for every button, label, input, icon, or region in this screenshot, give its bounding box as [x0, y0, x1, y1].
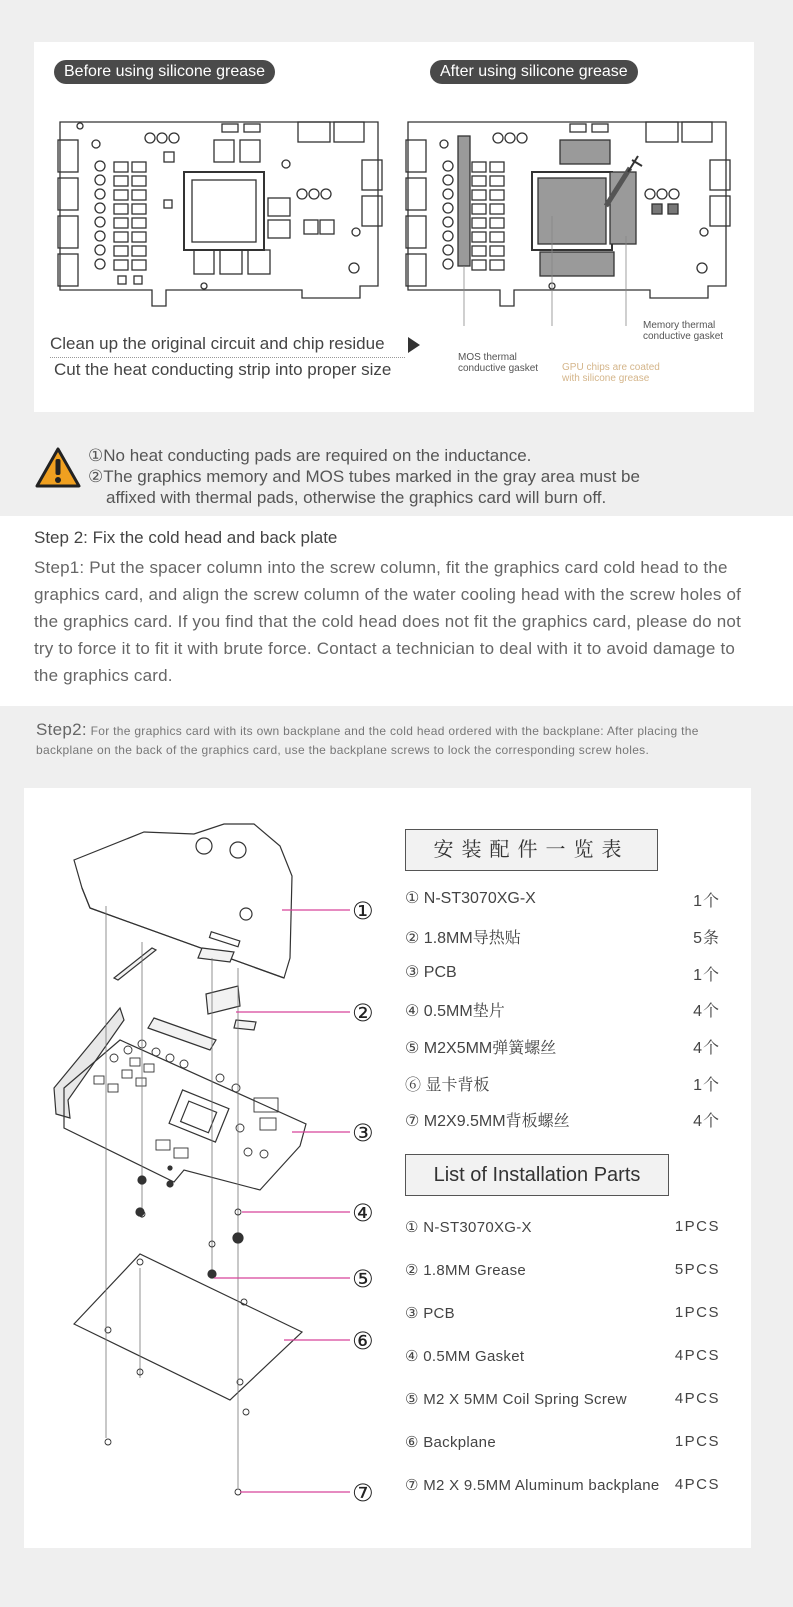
play-arrow-icon — [408, 337, 420, 353]
step1-text: Step1: Put the spacer column into the screw column, fit the graphics card cold head to the graphics card, and align the screw column of the water cooling head with the screw holes of the graphics card. If you find that the cold head does not fit the graphics card, please do not try to force it to fit it with brute force. Contact a technician to deal with it to avoid damage to the graphics card. — [34, 558, 742, 685]
step-title: Step 2: Fix the cold head and back plate — [34, 528, 338, 547]
callout-3: ③ — [352, 1119, 374, 1147]
cn-part-row — [405, 998, 720, 1022]
en-part-row — [405, 1347, 720, 1371]
en-part-name: ② 1.8MM Grease — [405, 1262, 527, 1279]
cn-part-row — [405, 962, 720, 986]
en-part-row — [405, 1433, 720, 1457]
memory-callout — [643, 320, 723, 342]
en-part-name: ⑥ Backplane — [405, 1434, 496, 1451]
en-part-name: ⑦ M2 X 9.5MM Aluminum backplane — [405, 1477, 660, 1494]
dotted-divider — [50, 357, 405, 358]
cut-instruction: Cut the heat conducting strip into proper size — [54, 360, 392, 379]
warning-line-3: affixed with thermal pads, otherwise the graphics card will burn off. — [106, 488, 607, 507]
cn-part-qty: 4个 — [693, 1003, 720, 1020]
exploded-assembly-diagram — [24, 788, 394, 1548]
cn-part-row — [405, 1035, 720, 1059]
cn-part-qty: 5条 — [693, 930, 720, 947]
callout-7: ⑦ — [352, 1479, 374, 1507]
step2-label: Step2: — [36, 720, 87, 739]
step2-text — [36, 720, 736, 760]
gpu-callout — [562, 362, 660, 384]
warning-notice — [0, 430, 793, 516]
cn-part-row — [405, 925, 720, 949]
gpu-callout-line1: GPU chips are coated — [562, 362, 660, 373]
cn-part-name: ③ PCB — [405, 964, 457, 981]
en-part-qty: 4PCS — [674, 1476, 720, 1493]
cn-part-qty: 4个 — [693, 1040, 720, 1057]
step-section — [0, 516, 793, 706]
cn-part-row — [405, 1108, 720, 1132]
en-part-name: ① N-ST3070XG-X — [405, 1219, 532, 1236]
cn-part-name: ⑤ M2X5MM弹簧螺丝 — [405, 1040, 557, 1057]
en-part-row — [405, 1304, 720, 1328]
cn-part-qty: 1个 — [693, 1077, 720, 1094]
cn-part-name: ④ 0.5MM垫片 — [405, 1003, 505, 1020]
cn-parts-title: 安装配件一览表 — [405, 829, 658, 871]
parts-panel — [24, 788, 751, 1548]
comparison-panel — [34, 42, 754, 412]
en-part-qty: 4PCS — [674, 1390, 720, 1407]
cn-part-name: ⑦ M2X9.5MM背板螺丝 — [405, 1113, 570, 1130]
en-part-qty: 1PCS — [674, 1218, 720, 1235]
en-part-name: ④ 0.5MM Gasket — [405, 1348, 525, 1365]
memory-callout-line2: conductive gasket — [643, 331, 724, 342]
en-part-qty: 1PCS — [674, 1433, 720, 1450]
en-part-qty: 1PCS — [674, 1304, 720, 1321]
cn-part-row — [405, 888, 720, 912]
mos-callout — [458, 352, 538, 374]
cn-part-name: ⑥ 显卡背板 — [405, 1077, 490, 1094]
en-part-row — [405, 1218, 720, 1242]
en-part-row — [405, 1261, 720, 1285]
callout-2: ② — [352, 999, 374, 1027]
callout-1: ① — [352, 897, 374, 925]
en-parts-title: List of Installation Parts — [405, 1154, 669, 1196]
en-part-name: ⑤ M2 X 5MM Coil Spring Screw — [405, 1391, 627, 1408]
before-label: Before using silicone grease — [54, 60, 275, 84]
after-label: After using silicone grease — [430, 60, 638, 84]
gpu-callout-line2: with silicone grease — [562, 373, 650, 384]
pcb-before-diagram — [54, 116, 384, 326]
warning-triangle-icon — [34, 446, 82, 490]
callout-6: ⑥ — [352, 1327, 374, 1355]
cn-part-qty: 4个 — [693, 1113, 720, 1130]
mos-callout-line1: MOS thermal — [458, 352, 517, 363]
step2-body: For the graphics card with its own backplane and the cold head ordered with the backplane: After placing the backplane on the back of the graphics card, use the backplane screws to lock the corresponding screw holes. — [36, 724, 699, 757]
memory-callout-line1: Memory thermal — [643, 320, 716, 331]
en-part-qty: 5PCS — [674, 1261, 720, 1278]
warning-line-2: ②The graphics memory and MOS tubes marked in the gray area must be — [88, 467, 640, 486]
pcb-after-diagram — [402, 116, 732, 326]
cn-part-name: ② 1.8MM导热贴 — [405, 930, 521, 947]
cn-part-qty: 1个 — [693, 967, 720, 984]
en-part-row — [405, 1390, 720, 1414]
warning-line-1: ①No heat conducting pads are required on the inductance. — [88, 446, 532, 465]
cn-part-row — [405, 1072, 720, 1096]
en-part-qty: 4PCS — [674, 1347, 720, 1364]
mos-callout-line2: conductive gasket — [458, 363, 539, 374]
cn-part-qty: 1个 — [693, 893, 720, 910]
clean-instruction: Clean up the original circuit and chip residue — [50, 334, 385, 353]
en-part-row — [405, 1476, 720, 1500]
cn-part-name: ① N-ST3070XG-X — [405, 890, 536, 907]
callout-4: ④ — [352, 1199, 374, 1227]
callout-5: ⑤ — [352, 1265, 374, 1293]
en-part-name: ③ PCB — [405, 1305, 455, 1322]
